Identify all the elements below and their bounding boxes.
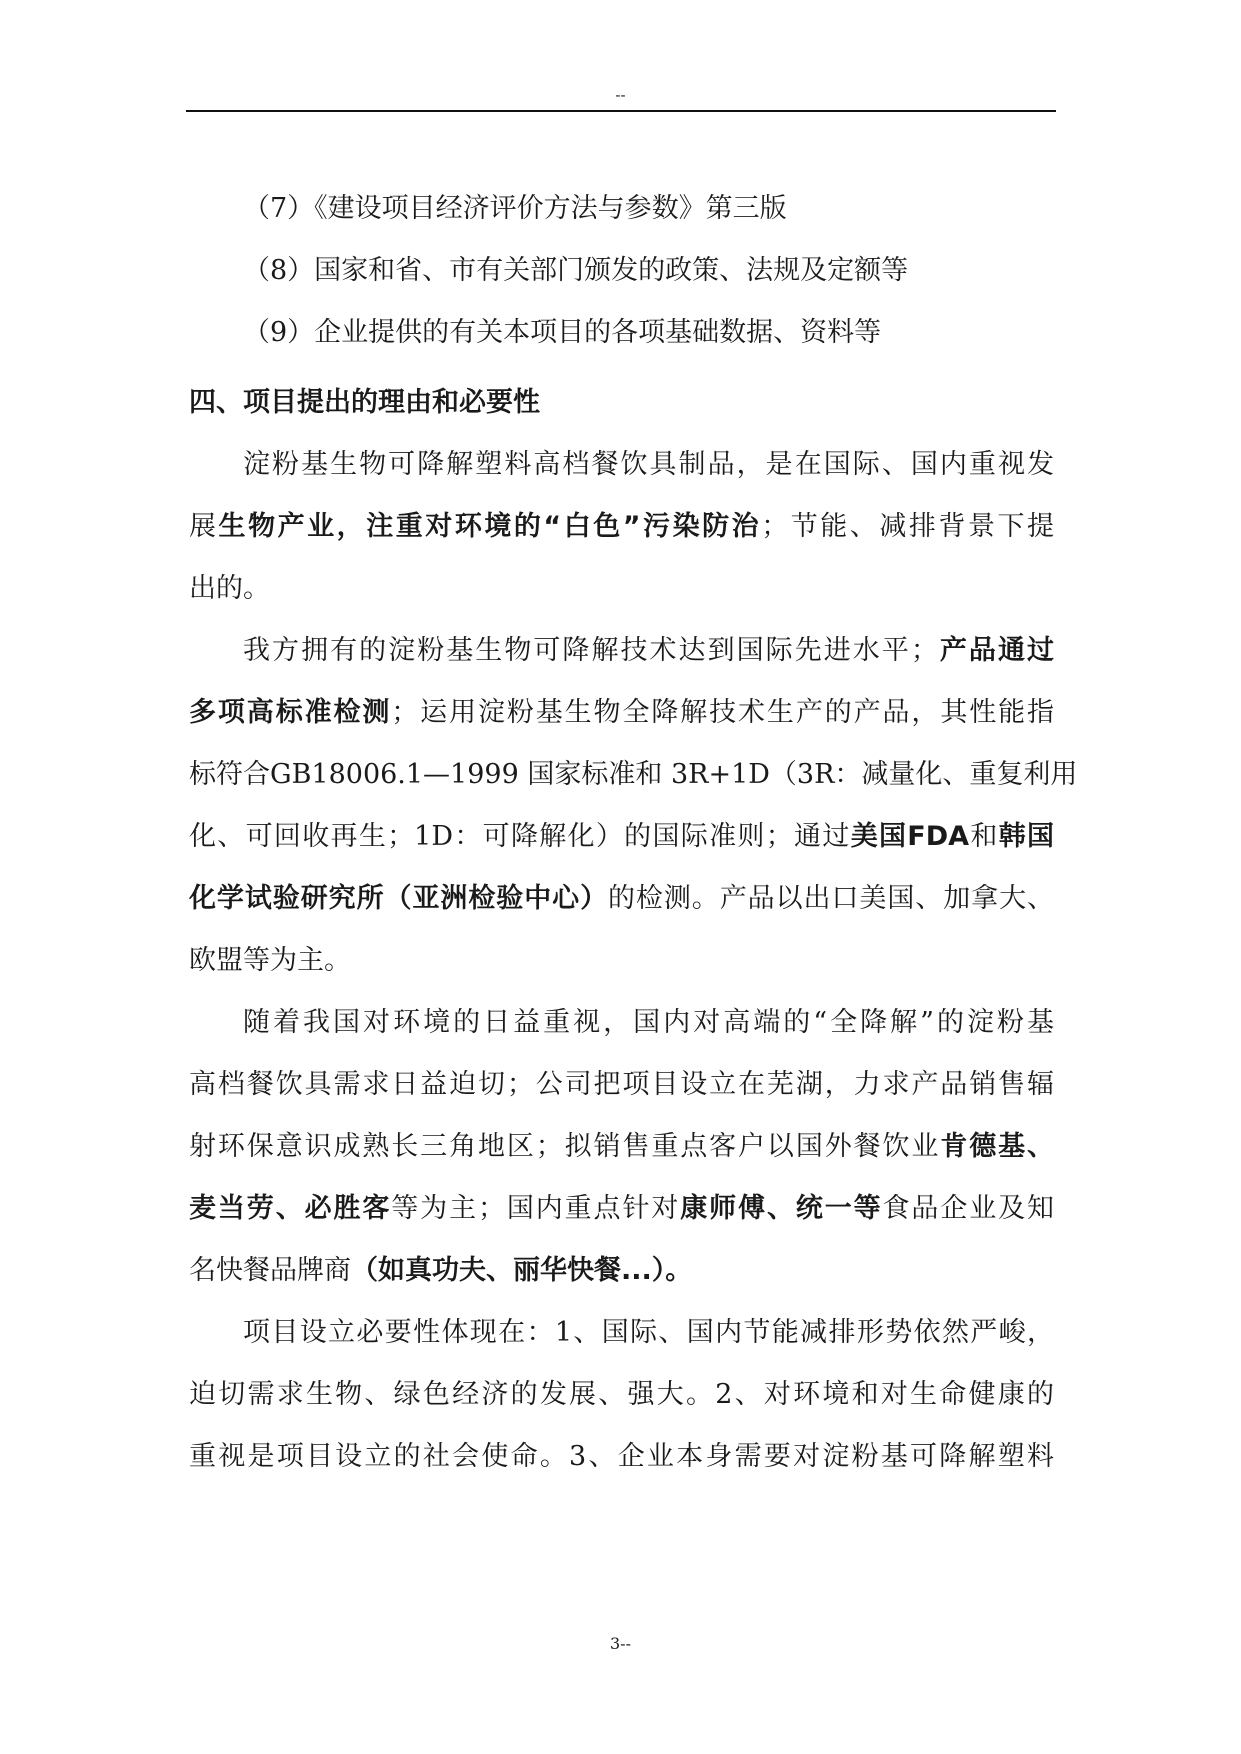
paragraph-3 (189, 992, 1054, 1302)
paragraph-line: 欧盟等为主。 (189, 945, 351, 976)
paragraph-line: 重视是项目设立的社会使命。3、企业本身需要对淀粉基可降解塑料 (189, 1441, 1054, 1472)
paragraph-line: 随着我国对环境的日益重视，国内对高端的“全降解”的淀粉基 (243, 1007, 1054, 1038)
bold-text: 韩国 (998, 821, 1054, 852)
page-content (189, 178, 1078, 1488)
bold-text: 化学试验研究所（亚洲检验中心） (189, 883, 608, 914)
paragraph-line (189, 1240, 1054, 1302)
bold-text: 肯德基、 (940, 1131, 1055, 1162)
paragraph-line (189, 1116, 1054, 1178)
header-rule (186, 110, 1056, 112)
paragraph-2 (189, 620, 1078, 992)
bold-text: 生物产业，注重对环境的“白色”污染防治 (218, 511, 762, 542)
text-run: 射环保意识成熟长三角地区；拟销售重点客户以国外餐饮业 (189, 1131, 941, 1162)
paragraph-line: 出的。 (189, 573, 270, 604)
paragraph-line (189, 682, 1054, 744)
bold-text: 麦当劳、必胜客 (189, 1193, 392, 1224)
paragraph-line (189, 620, 1054, 682)
text-run: 和 (969, 821, 999, 852)
bold-text: 产品通过 (937, 635, 1055, 666)
paragraph-line: 淀粉基生物可降解塑料高档餐饮具制品，是在国际、国内重视发 (243, 449, 1054, 480)
section-heading: 四、项目提出的理由和必要性 (189, 387, 540, 418)
header-mark: -- (615, 86, 626, 104)
reference-item-8: （8）国家和省、市有关部门颁发的政策、法规及定额等 (243, 255, 909, 286)
text-run: 食品企业及知 (882, 1193, 1055, 1224)
text-run: ；运用淀粉基生物全降解技术生产的产品，其性能指 (391, 697, 1055, 728)
reference-item-9: （9）企业提供的有关本项目的各项基础数据、资料等 (243, 317, 882, 348)
text-run: 展 (189, 511, 219, 542)
text-run: 我方拥有的淀粉基生物可降解技术达到国际先进水平； (243, 635, 938, 666)
paragraph-line (189, 868, 1054, 930)
text-run: ；节能、减排背景下提 (761, 511, 1055, 542)
bold-text: 康师傅、统一等 (680, 1193, 883, 1224)
text-run: 化、可回收再生；1D：可降解化）的国际准则；通过 (189, 821, 851, 852)
paragraph-4 (189, 1302, 1054, 1488)
text-run: 名快餐品牌商 (189, 1255, 351, 1286)
text-run: 的检测。产品以出口美国、加拿大、 (608, 883, 1054, 914)
paragraph-line (189, 496, 1054, 558)
reference-item-7: （7）《建设项目经济评价方法与参数》第三版 (243, 193, 787, 224)
bold-text: 美国FDA (850, 821, 970, 852)
paragraph-line: 项目设立必要性体现在：1、国际、国内节能减排形势依然严峻， (243, 1317, 1054, 1348)
paragraph-line: 迫切需求生物、绿色经济的发展、强大。2、对环境和对生命健康的 (189, 1379, 1054, 1410)
paragraph-line: 标符合GB18006.1—1999 国家标准和 3R+1D（3R：减量化、重复利用 (189, 759, 1078, 790)
page-number: 3-- (610, 1634, 631, 1653)
bold-text: 多项高标准检测 (189, 697, 392, 728)
paragraph-1 (189, 434, 1054, 620)
paragraph-line (189, 1178, 1054, 1240)
paragraph-line (189, 806, 1054, 868)
text-run: 等为主；国内重点针对 (391, 1193, 681, 1224)
paragraph-line: 高档餐饮具需求日益迫切；公司把项目设立在芜湖，力求产品销售辐 (189, 1069, 1054, 1100)
bold-text: （如真功夫、丽华快餐...）。 (351, 1255, 693, 1286)
